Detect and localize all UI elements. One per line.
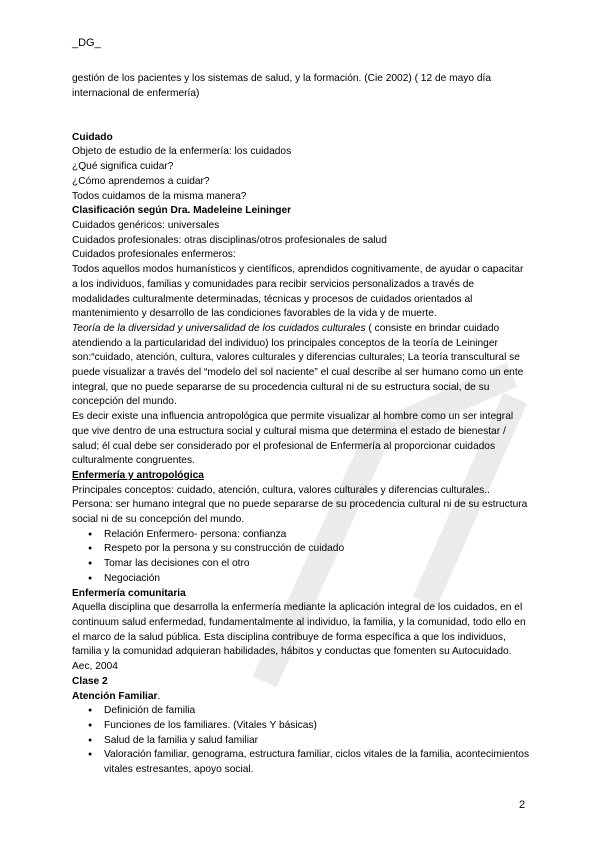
list-item: ● Salud de la familia y salud familiar	[72, 734, 530, 749]
paragraph: Aquella disciplina que desarrolla la enfermería mediante la aplicación integral de los cuidados, en el continuum salud enfermedad, fundamentalmente al individuo, la familia, y la comunidad, todo ello en el marco de la salud pública. Esta disciplina contribuye de forma específica a que los individuos, familia y la comunidad adquieran habilidades, hábitos y conductas que fomenten su Autocuidado. Aec, 2004	[72, 602, 526, 673]
text-line: Cuidados profesionales enfermeros:	[72, 249, 236, 261]
paragraph: Es decir existe una influencia antropológica que permite visualizar al hombre como un ser integral que vive dentro de una estructura social y cultural misma que determina el estado de bienestar / salud; él cual debe ser considerado por el profesional de Enfermería al proporcionar cuidados culturalmente congruentes.	[72, 411, 514, 467]
list-item: ● Relación Enfermero- persona: confianza	[72, 528, 530, 543]
paragraph: Todos aquellos modos humanísticos y científicos, aprendidos cognitivamente, de ayudar o capacitar a los individuos, familias y comunidades para recibir servicios personalizados a través de modalidades culturalmente determinadas, técnicas y procesos de cuidados orientados al mantenimiento y desarrollo de las condiciones favorables de la vida y de muerte.	[72, 264, 524, 320]
paragraph: Persona: ser humano integral que no puede separarse de su procedencia cultural ni de su estructura social ni de su concepción del mundo.	[72, 499, 528, 526]
teoria-text: ( consiste en brindar cuidado atendiendo a la particularidad del individuo) los principales conceptos de la teoría de Leininger son:“cuidado, atención, cultura, valores culturales y diferencias culturales; La teoría transcultural se puede visualizar a través del “modelo del sol naciente” el cual describe al ser humano como un ente integral, que no puede separarse de su procedencia cultural ni de su estructura social, de su concepción del mundo.	[72, 322, 524, 408]
text-line: Todos cuidamos de la misma manera?	[72, 190, 247, 202]
section-heading-clase2: Clase 2	[72, 675, 108, 687]
section-heading-atencion-familiar: Atención Familiar	[72, 690, 158, 702]
text-line: Cuidados profesionales: otras disciplinas/otros profesionales de salud	[72, 234, 387, 246]
section-heading-comunitaria: Enfermería comunitaria	[72, 587, 186, 599]
list-item: ● Funciones de los familiares. (Vitales Y básicas)	[72, 719, 530, 734]
page-number: 2	[519, 799, 526, 811]
subheading-line	[72, 690, 530, 705]
teoria-title: Teoría de la diversidad y universalidad de los cuidados culturales	[72, 322, 366, 334]
section-heading-clasificacion: Clasificación según Dra. Madeleine Leininger	[72, 205, 292, 217]
subheading-suffix: .	[157, 690, 161, 702]
section-heading-cuidado: Cuidado	[72, 131, 113, 143]
list-item: ● Tomar las decisiones con el otro	[72, 557, 530, 572]
text-line: ¿Qué significa cuidar?	[72, 161, 174, 173]
bullet-list-antropologia	[72, 528, 530, 587]
text-line: Cuidados genéricos: universales	[72, 220, 220, 231]
list-item: ● Negociación	[72, 572, 530, 587]
list-item: ● Valoración familiar, genograma, estructura familiar, ciclos vitales de la familia, acontecimientos vitales estresantes, apoyo social.	[72, 748, 530, 777]
intro-paragraph: gestión de los pacientes y los sistemas de salud, y la formación. (Cie 2002) ( 12 de mayo día internacional de enfermería)	[72, 73, 492, 99]
section-heading-antropologia: Enfermería y antropológica	[72, 469, 204, 481]
text-line: ¿Cómo aprendemos a cuidar?	[72, 175, 210, 187]
page-header: _DG_	[72, 37, 101, 49]
list-item: ● Respeto por la persona y su construcción de cuidado	[72, 542, 530, 557]
bullet-list-clase2	[72, 704, 530, 778]
teoria-paragraph	[72, 322, 530, 410]
text-line: Principales conceptos: cuidado, atención, cultura, valores culturales y diferencias culturales..	[72, 484, 490, 496]
list-item: ● Definición de familia	[72, 704, 530, 719]
document-body	[72, 72, 530, 778]
text-line: Objeto de estudio de la enfermería: los cuidados	[72, 146, 292, 158]
